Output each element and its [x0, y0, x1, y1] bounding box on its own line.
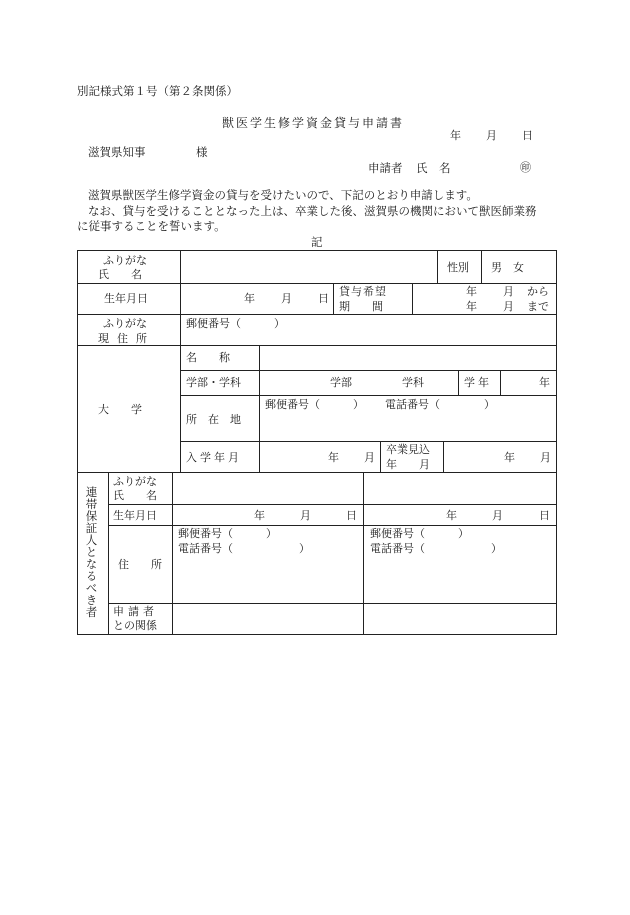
border [77, 634, 557, 635]
g-relation-label-1: 申請者 [113, 605, 158, 618]
date-day: 日 [522, 129, 533, 142]
border [108, 472, 109, 635]
g2-postal-field[interactable]: 郵便番号（ ） [370, 527, 469, 540]
enroll-month: 月 [364, 451, 375, 464]
birth-year: 年 [244, 292, 255, 305]
border [500, 370, 501, 395]
grade-label: 学年 [464, 376, 492, 389]
guarantor-label: 連帯保証人となるべき者 [84, 486, 99, 618]
from-month: 月 [503, 285, 514, 298]
intro-line-2: なお、貸与を受けることとなった上は、卒業した後、滋賀県の機関において獣医師業務 [88, 204, 537, 218]
current-address-label: 現住所 [98, 332, 155, 345]
applicant-name-label: 氏 名 [416, 161, 451, 175]
border [77, 472, 557, 473]
g2-birth-day: 日 [539, 509, 550, 522]
border [380, 441, 381, 472]
border [259, 345, 260, 472]
border [437, 250, 438, 283]
border [108, 525, 557, 526]
g-relation-label-2: との関係 [113, 619, 157, 632]
loan-period-label-2: 期 間 [339, 300, 383, 313]
document-title: 獣医学生修学資金貸与申請書 [222, 116, 405, 130]
border [458, 370, 459, 395]
border [481, 250, 482, 283]
ki-label: 記 [311, 235, 323, 249]
to-text: まで [527, 300, 549, 313]
g-birthdate-label: 生年月日 [113, 509, 157, 522]
dept-unit: 学科 [402, 376, 424, 389]
g1-postal-field[interactable]: 郵便番号（ ） [178, 527, 277, 540]
name-label: 氏 名 [98, 268, 142, 281]
border [180, 395, 557, 396]
border [108, 603, 557, 604]
g-address-label: 住 所 [118, 558, 162, 571]
g1-birth-year: 年 [254, 509, 265, 522]
g2-phone-field[interactable]: 電話番号（ ） [370, 542, 502, 555]
applicant-label: 申請者 [368, 161, 403, 175]
intro-line-1: 滋賀県獣医学生修学資金の貸与を受けたいので、下記のとおり申請します。 [88, 188, 478, 202]
g-name-label: 氏 名 [113, 489, 157, 502]
from-text: から [527, 285, 549, 298]
uni-name-label: 名 称 [186, 351, 230, 364]
g2-birth-month: 月 [492, 509, 503, 522]
grad-label-2: 年 月 [386, 458, 430, 471]
seal-mark: ㊞ [520, 161, 531, 174]
to-month: 月 [503, 300, 514, 313]
g1-phone-field[interactable]: 電話番号（ ） [178, 542, 310, 555]
g1-birth-day: 日 [346, 509, 357, 522]
g2-birth-year: 年 [446, 509, 457, 522]
birthdate-label: 生年月日 [104, 292, 148, 305]
border [333, 283, 334, 314]
enroll-label: 入学年月 [186, 451, 242, 464]
location-label: 所 在 地 [186, 413, 241, 426]
birth-month: 月 [281, 292, 292, 305]
border [412, 283, 413, 314]
furigana-label: ふりがな [103, 254, 147, 267]
enroll-year: 年 [328, 451, 339, 464]
g-furigana-label: ふりがな [113, 475, 157, 488]
form-number: 別記様式第１号（第２条関係） [77, 84, 238, 98]
border [363, 472, 364, 635]
honorific: 様 [196, 145, 208, 159]
border [180, 441, 557, 442]
grade-unit: 年 [539, 376, 550, 389]
loan-period-label-1: 貸与希望 [339, 285, 387, 298]
border [77, 283, 557, 284]
uni-phone-field[interactable]: 電話番号（ ） [385, 398, 495, 411]
border [77, 345, 557, 346]
faculty-label: 学部・学科 [186, 376, 241, 389]
birth-day: 日 [318, 292, 329, 305]
uni-postal-field[interactable]: 郵便番号（ ） [265, 398, 364, 411]
university-label: 大 学 [98, 403, 142, 416]
border [77, 250, 557, 251]
faculty-unit: 学部 [330, 376, 352, 389]
border [108, 504, 557, 505]
intro-line-3: に従事することを誓います。 [77, 219, 226, 233]
to-year: 年 [466, 300, 477, 313]
addressee: 滋賀県知事 [88, 145, 146, 159]
from-year: 年 [466, 285, 477, 298]
postal-code-field[interactable]: 郵便番号（ ） [186, 317, 285, 330]
grad-label-1: 卒業見込 [386, 443, 430, 456]
grad-month: 月 [540, 451, 551, 464]
gender-label: 性別 [447, 261, 469, 274]
border [443, 441, 444, 472]
border [556, 250, 557, 635]
date-year: 年 [450, 129, 461, 142]
border [172, 472, 173, 635]
border [77, 250, 78, 635]
border [77, 314, 557, 315]
g1-birth-month: 月 [300, 509, 311, 522]
date-month: 月 [486, 129, 497, 142]
gender-options[interactable]: 男 女 [491, 261, 524, 274]
border [180, 250, 181, 472]
address-furigana-label: ふりがな [103, 317, 147, 330]
grad-year: 年 [504, 451, 515, 464]
